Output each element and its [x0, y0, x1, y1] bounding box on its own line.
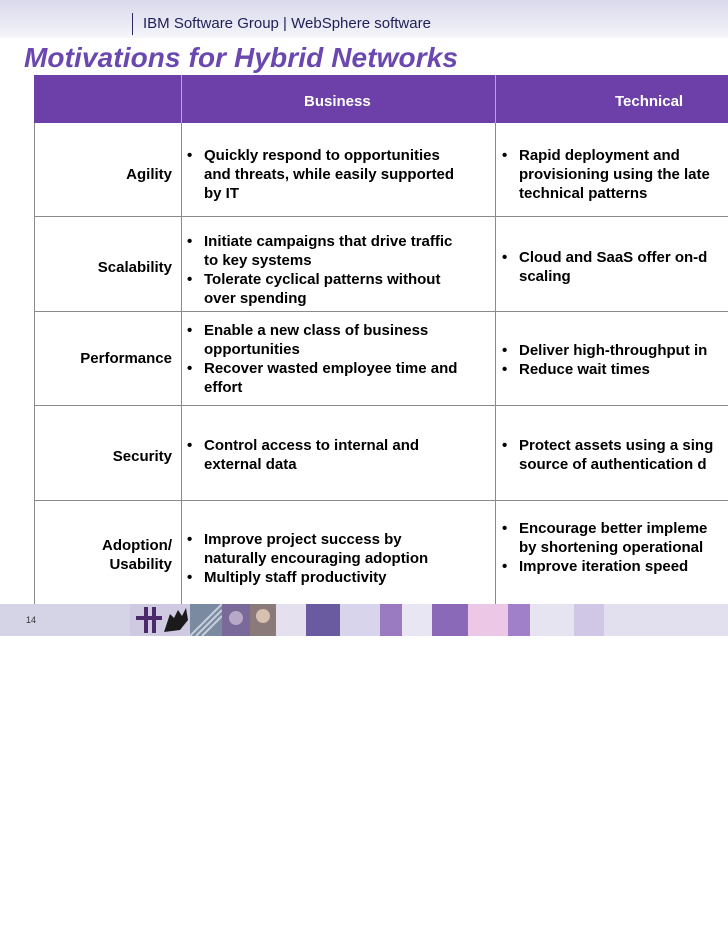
bullet-item	[182, 146, 454, 203]
technical-cell	[497, 248, 707, 286]
bullet-line: Control access to internal and	[204, 437, 420, 454]
header-separator	[495, 75, 496, 123]
bullet-line: Enable a new class of business	[204, 322, 429, 339]
table-border	[34, 311, 35, 405]
header-text: IBM Software Group | WebSphere software	[143, 15, 431, 32]
bullet-line: Initiate campaigns that drive traffic	[204, 233, 453, 250]
technical-cell	[497, 436, 713, 474]
bullet-line: over spending	[204, 290, 307, 307]
business-cell	[182, 436, 419, 474]
table-row-adoption-usability	[34, 500, 728, 606]
bullet-item	[182, 568, 428, 587]
bullet-item	[182, 321, 457, 359]
bullet-line: Tolerate cyclical patterns without	[204, 271, 441, 288]
bullet-item	[497, 436, 713, 474]
business-cell	[182, 321, 457, 397]
bullet-item	[182, 359, 457, 397]
table-border	[34, 123, 35, 216]
top-header-bar	[0, 0, 728, 38]
row-label-line: Performance	[80, 350, 172, 367]
column-header-business: Business	[304, 93, 371, 110]
bullet-line: opportunities	[204, 341, 300, 358]
bullet-item	[497, 146, 710, 203]
bullet-item	[497, 557, 707, 576]
technical-cell	[497, 519, 707, 576]
bullet-line: Improve iteration speed	[519, 558, 689, 575]
technical-cell	[497, 341, 707, 379]
slide-title: Motivations for Hybrid Networks	[24, 42, 459, 73]
bullet-line: Recover wasted employee time and	[204, 360, 458, 377]
business-cell	[182, 530, 428, 587]
bullet-line: Encourage better impleme	[519, 520, 708, 537]
bullet-item	[497, 519, 707, 557]
bullet-line: effort	[204, 379, 243, 396]
bullet-line: source of authentication d	[519, 456, 707, 473]
table-border	[34, 500, 35, 605]
bullet-icon: •	[187, 233, 193, 250]
bullet-icon: •	[502, 342, 508, 359]
bullet-icon: •	[502, 520, 508, 537]
bullet-item	[182, 530, 428, 568]
bullet-icon: •	[502, 147, 508, 164]
bullet-line: naturally encouraging adoption	[204, 550, 429, 567]
table-border	[495, 311, 496, 405]
bullet-line: Multiply staff productivity	[204, 569, 387, 586]
table-header-row	[34, 75, 728, 123]
row-label-line: Security	[112, 448, 172, 465]
row-label	[80, 349, 172, 368]
row-label	[98, 258, 172, 277]
bullet-item	[182, 232, 452, 270]
bullet-icon: •	[187, 271, 193, 288]
table-row-security	[34, 405, 728, 501]
table-border	[495, 216, 496, 311]
bullet-item	[497, 341, 707, 360]
bullet-line: to key systems	[204, 252, 312, 269]
bullet-line: Improve project success by	[204, 531, 402, 548]
header-divider	[132, 13, 133, 35]
table-row-agility	[34, 123, 728, 217]
bullet-line: and threats, while easily supported	[204, 166, 455, 183]
business-cell	[182, 146, 454, 203]
table-border	[34, 405, 35, 500]
row-label-line: Usability	[109, 556, 172, 573]
page-number: 14	[26, 615, 37, 625]
table-border	[34, 216, 35, 311]
bullet-icon: •	[502, 361, 508, 378]
bullet-line: Quickly respond to opportunities	[204, 147, 440, 164]
bullet-line: Deliver high-throughput in	[519, 342, 708, 359]
business-cell	[182, 232, 452, 308]
header-separator	[181, 75, 182, 123]
bullet-icon: •	[187, 531, 193, 548]
bullet-icon: •	[502, 249, 508, 266]
row-label-line: Agility	[126, 166, 172, 183]
bullet-line: by IT	[204, 185, 240, 202]
bullet-item	[497, 248, 707, 286]
table-border	[495, 500, 496, 605]
bullet-line: Reduce wait times	[519, 361, 650, 378]
technical-cell	[497, 146, 710, 203]
bullet-icon: •	[187, 437, 193, 454]
bullet-icon: •	[502, 558, 508, 575]
bullet-icon: •	[187, 360, 193, 377]
row-label-line: Scalability	[97, 259, 172, 276]
row-label	[102, 536, 172, 574]
bullet-line: provisioning using the late	[519, 166, 710, 183]
table-border	[495, 123, 496, 216]
bullet-line: by shortening operational	[519, 539, 704, 556]
row-label	[113, 447, 172, 466]
bullet-line: external data	[204, 456, 297, 473]
bullet-line: Rapid deployment and	[519, 147, 680, 164]
table-row-scalability	[34, 216, 728, 312]
bullet-item	[182, 270, 452, 308]
row-label-line: Adoption/	[102, 537, 172, 554]
bullet-line: Protect assets using a sing	[519, 437, 714, 454]
bullet-line: technical patterns	[519, 185, 648, 202]
column-header-technical: Technical	[615, 93, 684, 110]
bullet-line: scaling	[519, 268, 571, 285]
bullet-icon: •	[187, 322, 193, 339]
bullet-icon: •	[502, 437, 508, 454]
table-row-performance	[34, 311, 728, 406]
row-label	[126, 165, 172, 184]
table-border	[495, 405, 496, 500]
bullet-line: Cloud and SaaS offer on-d	[519, 249, 708, 266]
bullet-item	[182, 436, 419, 474]
bullet-icon: •	[187, 147, 193, 164]
bullet-icon: •	[187, 569, 193, 586]
bullet-item	[497, 360, 707, 379]
footer-image-strip	[130, 604, 728, 636]
